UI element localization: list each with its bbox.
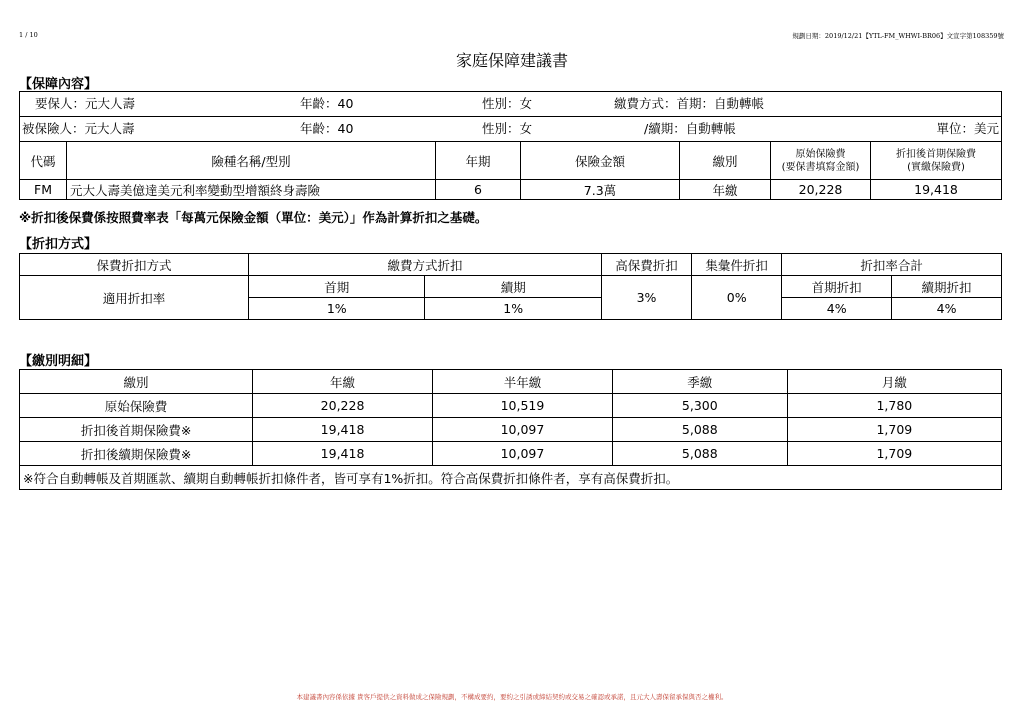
row-label: 原始保險費 [20, 394, 253, 418]
quarterly-value: 5,088 [612, 442, 787, 466]
semiannual-value: 10,097 [433, 442, 613, 466]
table-row [20, 442, 1002, 466]
insured-gender: 性別：女 [482, 121, 533, 136]
payment-method: 繳費方式：首期：自動轉帳 [614, 96, 765, 111]
col-original-premium-line1: 原始保險費 [795, 148, 846, 160]
row-label: 折扣後續期保險費※ [20, 442, 253, 466]
semiannual-value: 10,097 [433, 418, 613, 442]
discount-sub-total-first: 首期折扣 [782, 276, 892, 298]
footer-disclaimer: 本建議書內容係依據 貴客戶提供之資料做成之保險規劃，不構成要約，要約之引誘或締結契約或交易之確認或承諾，且元大人壽保留承保與否之權利。 [296, 693, 728, 701]
annual-value: 19,418 [253, 442, 433, 466]
plan-name: 元大人壽美億達美元利率變動型增額終身壽險 [67, 180, 436, 200]
plan-term: 6 [436, 180, 521, 200]
discount-high-premium: 3% [601, 276, 691, 320]
monthly-value: 1,709 [787, 442, 1001, 466]
plan-mode: 年繳 [680, 180, 771, 200]
coverage-table [19, 91, 1002, 200]
modes-hdr-annual: 年繳 [253, 370, 433, 394]
discount-renew: 1% [425, 298, 601, 320]
plan-discounted-premium: 19,418 [871, 180, 1002, 200]
col-discounted-premium-line2: (實繳保險費) [907, 161, 965, 173]
modes-note: ※符合自動轉帳及首期匯款、續期自動轉帳折扣條件者，皆可享有1%折扣。符合高保費折扣條件者，享有高保費折扣。 [20, 466, 1002, 490]
discount-hdr-group: 集彙件折扣 [692, 254, 782, 276]
col-mode: 繳別 [680, 142, 771, 180]
page-number: 1 / 10 [19, 31, 38, 39]
insured-age: 年齡：40 [300, 121, 354, 136]
applicant-age: 年齡：40 [300, 96, 354, 111]
quarterly-value: 5,300 [612, 394, 787, 418]
discount-sub-total-renew: 續期折扣 [892, 276, 1002, 298]
plan-code: FM [20, 180, 67, 200]
discount-hdr-total: 折扣率合計 [782, 254, 1002, 276]
applicant-row [20, 92, 1002, 117]
discount-group: 0% [692, 276, 782, 320]
discount-hdr-high-premium: 高保費折扣 [601, 254, 691, 276]
discount-first: 1% [249, 298, 425, 320]
discount-total-renew: 4% [892, 298, 1002, 320]
col-term: 年期 [436, 142, 521, 180]
col-original-premium [771, 142, 871, 180]
page-title: 家庭保障建議書 [455, 51, 568, 70]
discount-hdr-method: 保費折扣方式 [20, 254, 249, 276]
modes-hdr-label: 繳別 [20, 370, 253, 394]
discount-hdr-payment: 繳費方式折扣 [249, 254, 602, 276]
currency-unit: 單位：美元 [936, 121, 999, 136]
col-discounted-premium [871, 142, 1002, 180]
annual-value: 19,418 [253, 418, 433, 442]
modes-hdr-semiannual: 半年繳 [433, 370, 613, 394]
modes-hdr-quarterly: 季繳 [612, 370, 787, 394]
row-label: 折扣後首期保險費※ [20, 418, 253, 442]
table-row [20, 394, 1002, 418]
modes-table [19, 369, 1002, 490]
table-row [20, 418, 1002, 442]
discount-section-title: 【折扣方式】 [19, 237, 98, 252]
renewal-method: /續期：自動轉帳 [644, 121, 736, 136]
applicant: 要保人：元大人壽 [35, 96, 136, 111]
discount-row-label: 適用折扣率 [20, 276, 249, 320]
discount-sub-renew: 續期 [425, 276, 601, 298]
discount-sub-first: 首期 [249, 276, 425, 298]
applicant-gender: 性別：女 [482, 96, 533, 111]
plan-amount: 7.3萬 [521, 180, 680, 200]
col-original-premium-line2: (要保書填寫金額) [781, 161, 860, 173]
plan-original-premium: 20,228 [771, 180, 871, 200]
monthly-value: 1,709 [787, 418, 1001, 442]
coverage-section-title: 【保障內容】 [19, 77, 98, 92]
discount-table [19, 253, 1002, 320]
document-meta: 規劃日期：2019/12/21【YTL-FM_WHWI-BR06】文宣字第108359號 [792, 32, 1004, 40]
col-amount: 保險金額 [521, 142, 680, 180]
insured-row [20, 117, 1002, 142]
semiannual-value: 10,519 [433, 394, 613, 418]
discount-total-first: 4% [782, 298, 892, 320]
modes-hdr-monthly: 月繳 [787, 370, 1001, 394]
col-code: 代碼 [20, 142, 67, 180]
modes-section-title: 【繳別明細】 [19, 354, 98, 369]
col-plan-name: 險種名稱/型別 [67, 142, 436, 180]
quarterly-value: 5,088 [612, 418, 787, 442]
insured: 被保險人：元大人壽 [22, 121, 135, 136]
coverage-note: ※折扣後保費係按照費率表「每萬元保險金額（單位：美元）」作為計算折扣之基礎。 [19, 210, 488, 225]
col-discounted-premium-line1: 折扣後首期保險費 [896, 148, 976, 160]
annual-value: 20,228 [253, 394, 433, 418]
monthly-value: 1,780 [787, 394, 1001, 418]
